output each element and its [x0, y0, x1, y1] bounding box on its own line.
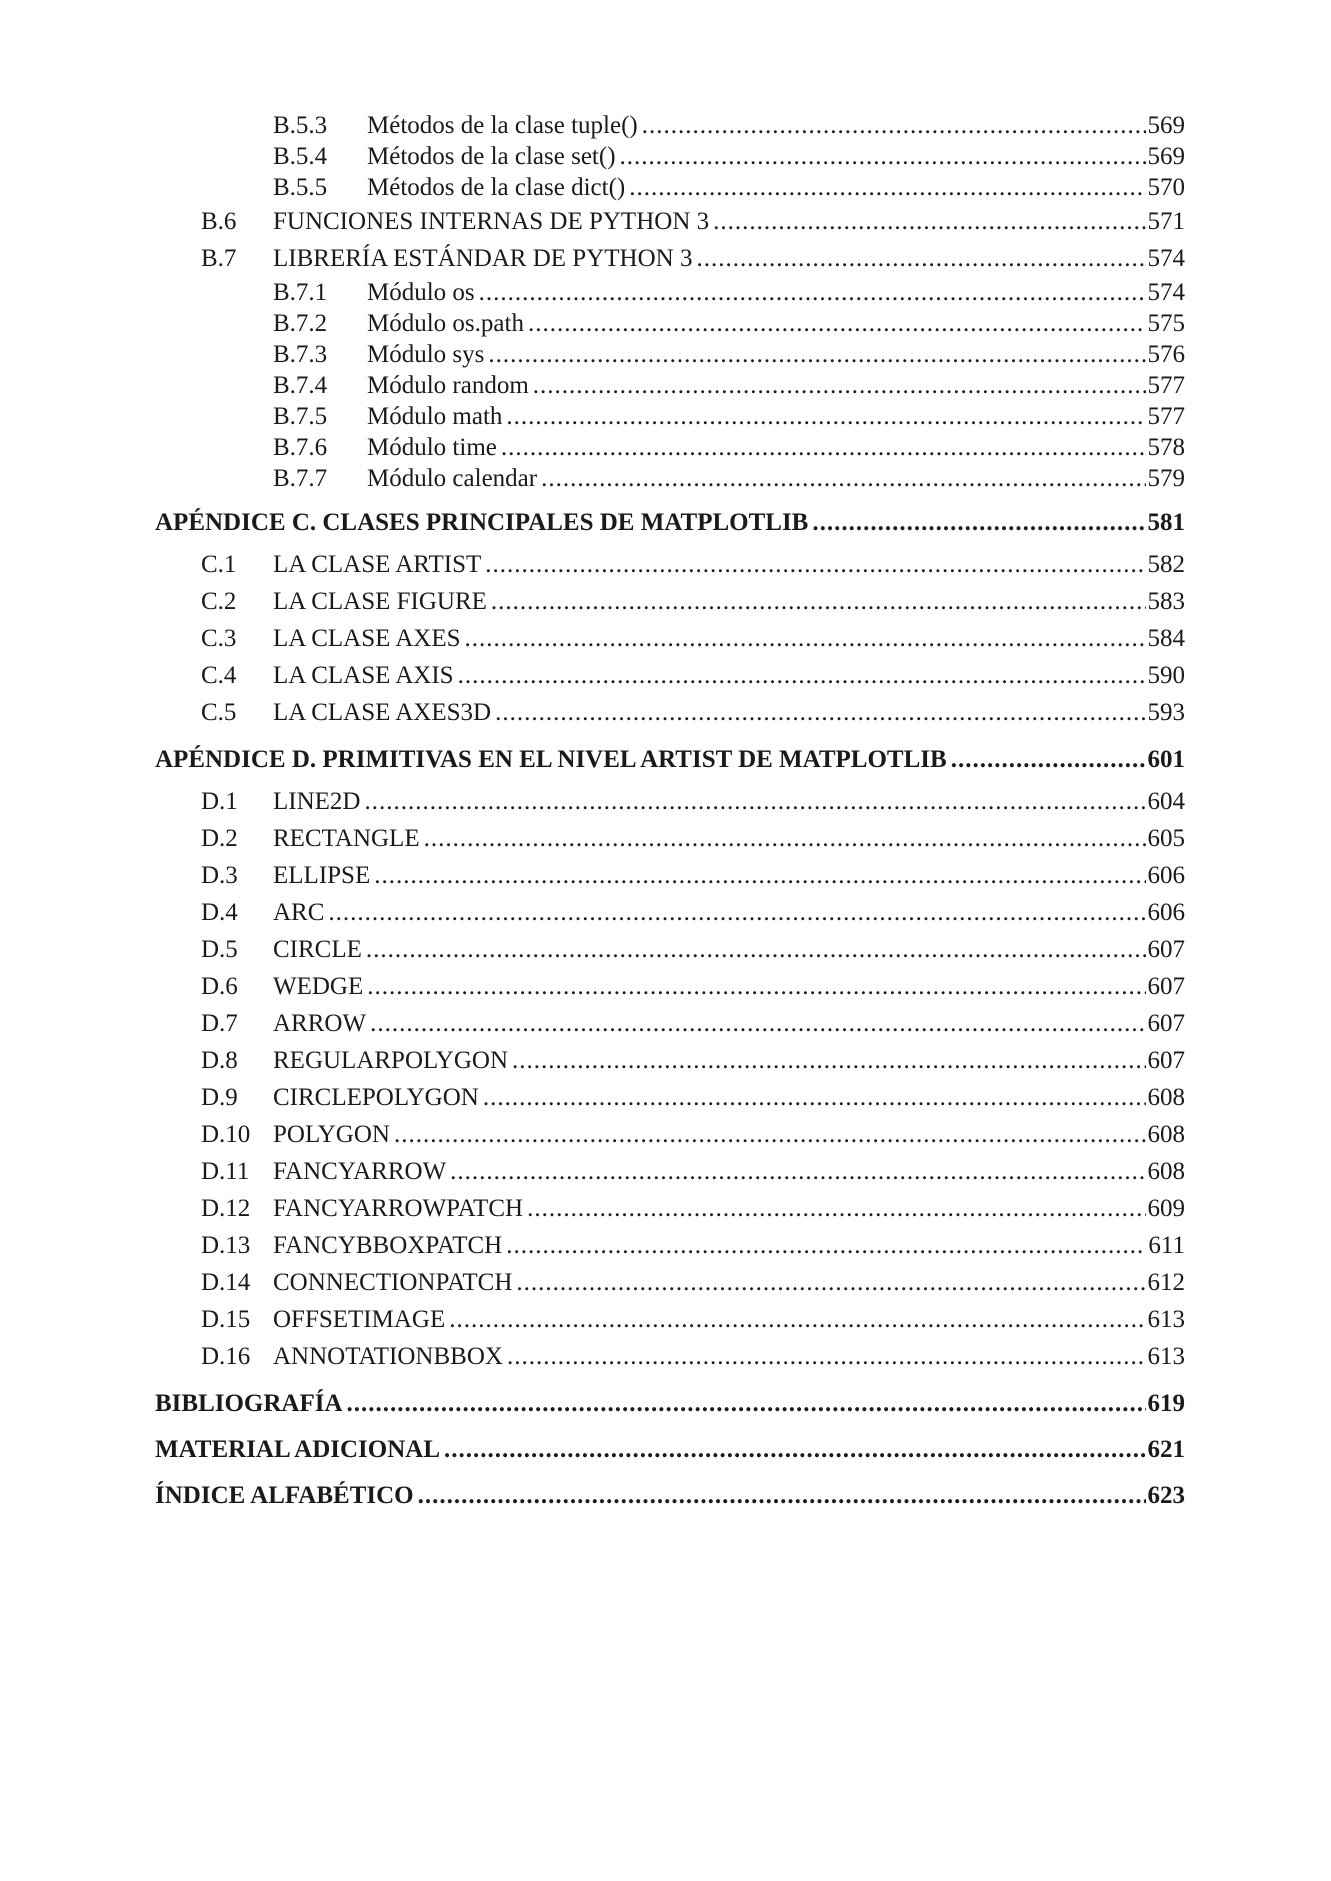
toc-entry-page: 612 — [1147, 1269, 1185, 1296]
dot-leader — [483, 1079, 1146, 1116]
toc-entry-title: LA CLASE AXES — [273, 625, 461, 652]
toc-entry-number: D.7 — [201, 1010, 238, 1037]
toc-entry — [155, 1227, 1185, 1264]
dot-leader — [541, 463, 1145, 494]
dot-leader — [629, 172, 1145, 203]
dot-leader — [418, 1473, 1146, 1519]
toc-entry — [155, 1381, 1185, 1427]
dot-leader — [366, 931, 1146, 968]
toc-entry-number: D.8 — [201, 1047, 238, 1074]
toc-entry-page: 621 — [1147, 1436, 1185, 1463]
dot-leader — [951, 737, 1146, 783]
toc-entry — [155, 110, 1185, 141]
toc-entry — [155, 463, 1185, 494]
toc-entry — [155, 1427, 1185, 1473]
dot-leader — [374, 857, 1145, 894]
toc-entry-number: D.3 — [201, 862, 238, 889]
toc-entry-page: 607 — [1147, 936, 1185, 963]
toc-entry-page: 584 — [1147, 625, 1185, 652]
toc-entry — [155, 203, 1185, 240]
toc-entry — [155, 370, 1185, 401]
toc-entry-page: 571 — [1147, 208, 1185, 235]
toc-entry-page: 570 — [1147, 174, 1185, 201]
toc-entry-number: D.12 — [201, 1195, 251, 1222]
toc-entry — [155, 339, 1185, 370]
toc-entry-page: 577 — [1147, 372, 1185, 399]
toc-entry-page: 575 — [1147, 310, 1185, 337]
toc-entry-page: 606 — [1147, 899, 1185, 926]
dot-leader — [328, 894, 1145, 931]
dot-leader — [506, 401, 1145, 432]
toc-entry-title: CIRCLE — [273, 936, 362, 963]
toc-entry — [155, 857, 1185, 894]
table-of-contents — [155, 110, 1185, 1519]
toc-entry-page: 569 — [1147, 143, 1185, 170]
toc-entry-title: ARROW — [273, 1010, 367, 1037]
toc-entry-title: Métodos de la clase dict() — [367, 174, 626, 201]
toc-entry-title: ÍNDICE ALFABÉTICO — [155, 1482, 414, 1509]
toc-entry-page: 574 — [1147, 279, 1185, 306]
toc-entry-title: BIBLIOGRAFÍA — [155, 1390, 343, 1417]
toc-entry-number: B.5.4 — [273, 143, 328, 170]
toc-entry-title: LA CLASE ARTIST — [273, 551, 482, 578]
toc-entry-title: ARC — [273, 899, 325, 926]
toc-entry-title: Módulo calendar — [367, 465, 538, 492]
toc-entry-page: 582 — [1147, 551, 1185, 578]
toc-entry-page: 590 — [1147, 662, 1185, 689]
toc-entry-page: 623 — [1147, 1482, 1185, 1509]
toc-entry — [155, 894, 1185, 931]
dot-leader — [458, 657, 1146, 694]
toc-entry-page: 576 — [1147, 341, 1185, 368]
toc-entry — [155, 1153, 1185, 1190]
toc-entry-title: Módulo os — [367, 279, 475, 306]
toc-entry-page: 601 — [1147, 746, 1185, 773]
toc-entry-title: OFFSETIMAGE — [273, 1306, 446, 1333]
toc-entry-page: 569 — [1147, 112, 1185, 139]
toc-entry — [155, 432, 1185, 463]
toc-entry — [155, 620, 1185, 657]
toc-entry-number: D.2 — [201, 825, 238, 852]
toc-entry — [155, 1116, 1185, 1153]
toc-entry — [155, 931, 1185, 968]
toc-entry-number: B.7 — [201, 245, 237, 272]
toc-entry-page: 606 — [1147, 862, 1185, 889]
toc-entry — [155, 1042, 1185, 1079]
toc-entry — [155, 277, 1185, 308]
toc-entry-number: C.4 — [201, 662, 237, 689]
toc-entry-page: 608 — [1147, 1121, 1185, 1148]
toc-entry-page: 607 — [1147, 1010, 1185, 1037]
toc-entry — [155, 968, 1185, 1005]
toc-entry — [155, 783, 1185, 820]
toc-entry-number: C.5 — [201, 699, 237, 726]
toc-entry-page: 574 — [1147, 245, 1185, 272]
dot-leader — [620, 141, 1146, 172]
toc-entry-number: D.15 — [201, 1306, 251, 1333]
toc-entry-page: 604 — [1147, 788, 1185, 815]
dot-leader — [367, 968, 1145, 1005]
dot-leader — [449, 1301, 1145, 1338]
toc-entry-title: Módulo random — [367, 372, 529, 399]
toc-entry — [155, 308, 1185, 339]
toc-entry-title: APÉNDICE C. CLASES PRINCIPALES DE MATPLOTLIB — [155, 509, 809, 536]
dot-leader — [488, 339, 1145, 370]
dot-leader — [507, 1338, 1146, 1375]
toc-entry-title: LA CLASE FIGURE — [273, 588, 487, 615]
toc-entry — [155, 240, 1185, 277]
toc-entry-title: CIRCLEPOLYGON — [273, 1084, 479, 1111]
dot-leader — [495, 694, 1145, 731]
toc-entry-number: B.5.5 — [273, 174, 328, 201]
toc-entry — [155, 546, 1185, 583]
dot-leader — [501, 432, 1146, 463]
dot-leader — [527, 1190, 1145, 1227]
toc-entry-title: FANCYARROW — [273, 1158, 447, 1185]
dot-leader — [491, 583, 1146, 620]
dot-leader — [696, 240, 1145, 277]
toc-entry-page: 609 — [1147, 1195, 1185, 1222]
dot-leader — [713, 203, 1145, 240]
toc-entry-title: FANCYBBOXPATCH — [273, 1232, 503, 1259]
toc-entry-page: 613 — [1147, 1343, 1185, 1370]
toc-entry-number: B.7.5 — [273, 403, 328, 430]
toc-entry-page: 613 — [1147, 1306, 1185, 1333]
toc-entry-page: 619 — [1147, 1390, 1185, 1417]
toc-entry-title: Módulo sys — [367, 341, 485, 368]
toc-entry-title: Módulo math — [367, 403, 503, 430]
toc-entry-title: MATERIAL ADICIONAL — [155, 1436, 440, 1463]
dot-leader — [364, 783, 1145, 820]
toc-entry — [155, 1473, 1185, 1519]
toc-entry-title: LA CLASE AXIS — [273, 662, 454, 689]
toc-entry-number: C.1 — [201, 551, 237, 578]
dot-leader — [450, 1153, 1145, 1190]
toc-entry-number: D.14 — [201, 1269, 251, 1296]
toc-entry-title: FANCYARROWPATCH — [273, 1195, 524, 1222]
toc-entry-number: B.7.3 — [273, 341, 328, 368]
toc-entry-number: B.7.6 — [273, 434, 328, 461]
toc-entry-title: REGULARPOLYGON — [273, 1047, 508, 1074]
toc-entry-title: LA CLASE AXES3D — [273, 699, 492, 726]
toc-entry-number: B.5.3 — [273, 112, 328, 139]
toc-entry — [155, 500, 1185, 546]
dot-leader — [424, 820, 1146, 857]
toc-entry-page: 608 — [1147, 1084, 1185, 1111]
toc-entry-number: B.7.1 — [273, 279, 328, 306]
toc-entry-page: 583 — [1147, 588, 1185, 615]
toc-entry-number: D.11 — [201, 1158, 250, 1185]
toc-entry-number: B.7.2 — [273, 310, 328, 337]
toc-entry — [155, 657, 1185, 694]
dot-leader — [444, 1427, 1146, 1473]
toc-entry-title: LIBRERÍA ESTÁNDAR DE PYTHON 3 — [273, 245, 693, 272]
toc-entry-title: Métodos de la clase tuple() — [367, 112, 638, 139]
toc-entry-number: C.2 — [201, 588, 237, 615]
dot-leader — [394, 1116, 1146, 1153]
dot-leader — [528, 308, 1146, 339]
toc-entry-page: 577 — [1147, 403, 1185, 430]
toc-entry-page: 608 — [1147, 1158, 1185, 1185]
toc-entry-page: 607 — [1147, 1047, 1185, 1074]
toc-entry-title: WEDGE — [273, 973, 364, 1000]
toc-entry-page: 605 — [1147, 825, 1185, 852]
dot-leader — [479, 277, 1146, 308]
toc-entry-number: D.4 — [201, 899, 238, 926]
toc-entry-page: 579 — [1147, 465, 1185, 492]
toc-entry-title: RECTANGLE — [273, 825, 420, 852]
toc-entry-number: B.7.7 — [273, 465, 328, 492]
toc-entry-number: D.16 — [201, 1343, 251, 1370]
toc-entry-title: Métodos de la clase set() — [367, 143, 616, 170]
toc-entry — [155, 1301, 1185, 1338]
toc-entry — [155, 141, 1185, 172]
toc-entry-number: D.5 — [201, 936, 238, 963]
toc-entry — [155, 583, 1185, 620]
dot-leader — [642, 110, 1146, 141]
toc-entry — [155, 401, 1185, 432]
toc-entry-title: ELLIPSE — [273, 862, 371, 889]
toc-entry — [155, 737, 1185, 783]
dot-leader — [485, 546, 1145, 583]
toc-entry — [155, 1190, 1185, 1227]
toc-entry-title: CONNECTIONPATCH — [273, 1269, 513, 1296]
dot-leader — [347, 1381, 1146, 1427]
toc-entry-number: D.1 — [201, 788, 238, 815]
toc-entry — [155, 820, 1185, 857]
toc-entry-number: D.6 — [201, 973, 238, 1000]
toc-entry-title: Módulo time — [367, 434, 497, 461]
toc-entry-page: 578 — [1147, 434, 1185, 461]
dot-leader — [516, 1264, 1145, 1301]
toc-entry — [155, 1338, 1185, 1375]
toc-entry-number: D.9 — [201, 1084, 238, 1111]
toc-entry-page: 607 — [1147, 973, 1185, 1000]
dot-leader — [465, 620, 1146, 657]
toc-entry — [155, 172, 1185, 203]
toc-entry-page: 611 — [1148, 1232, 1185, 1259]
toc-entry-title: APÉNDICE D. PRIMITIVAS EN EL NIVEL ARTIST DE MATPLOTLIB — [155, 746, 947, 773]
dot-leader — [512, 1042, 1146, 1079]
dot-leader — [506, 1227, 1146, 1264]
toc-entry-number: D.10 — [201, 1121, 251, 1148]
toc-entry — [155, 1264, 1185, 1301]
toc-entry-title: Módulo os.path — [367, 310, 524, 337]
toc-entry-page: 593 — [1147, 699, 1185, 726]
toc-entry-page: 581 — [1147, 509, 1185, 536]
dot-leader — [370, 1005, 1145, 1042]
toc-entry-number: C.3 — [201, 625, 237, 652]
toc-entry-number: D.13 — [201, 1232, 251, 1259]
toc-entry-title: ANNOTATIONBBOX — [273, 1343, 503, 1370]
toc-entry-number: B.7.4 — [273, 372, 328, 399]
toc-entry — [155, 1079, 1185, 1116]
toc-entry-title: FUNCIONES INTERNAS DE PYTHON 3 — [273, 208, 710, 235]
toc-entry — [155, 1005, 1185, 1042]
toc-entry-title: LINE2D — [273, 788, 361, 815]
dot-leader — [533, 370, 1146, 401]
dot-leader — [812, 500, 1145, 546]
toc-entry-title: POLYGON — [273, 1121, 390, 1148]
toc-entry-number: B.6 — [201, 208, 237, 235]
toc-entry — [155, 694, 1185, 731]
